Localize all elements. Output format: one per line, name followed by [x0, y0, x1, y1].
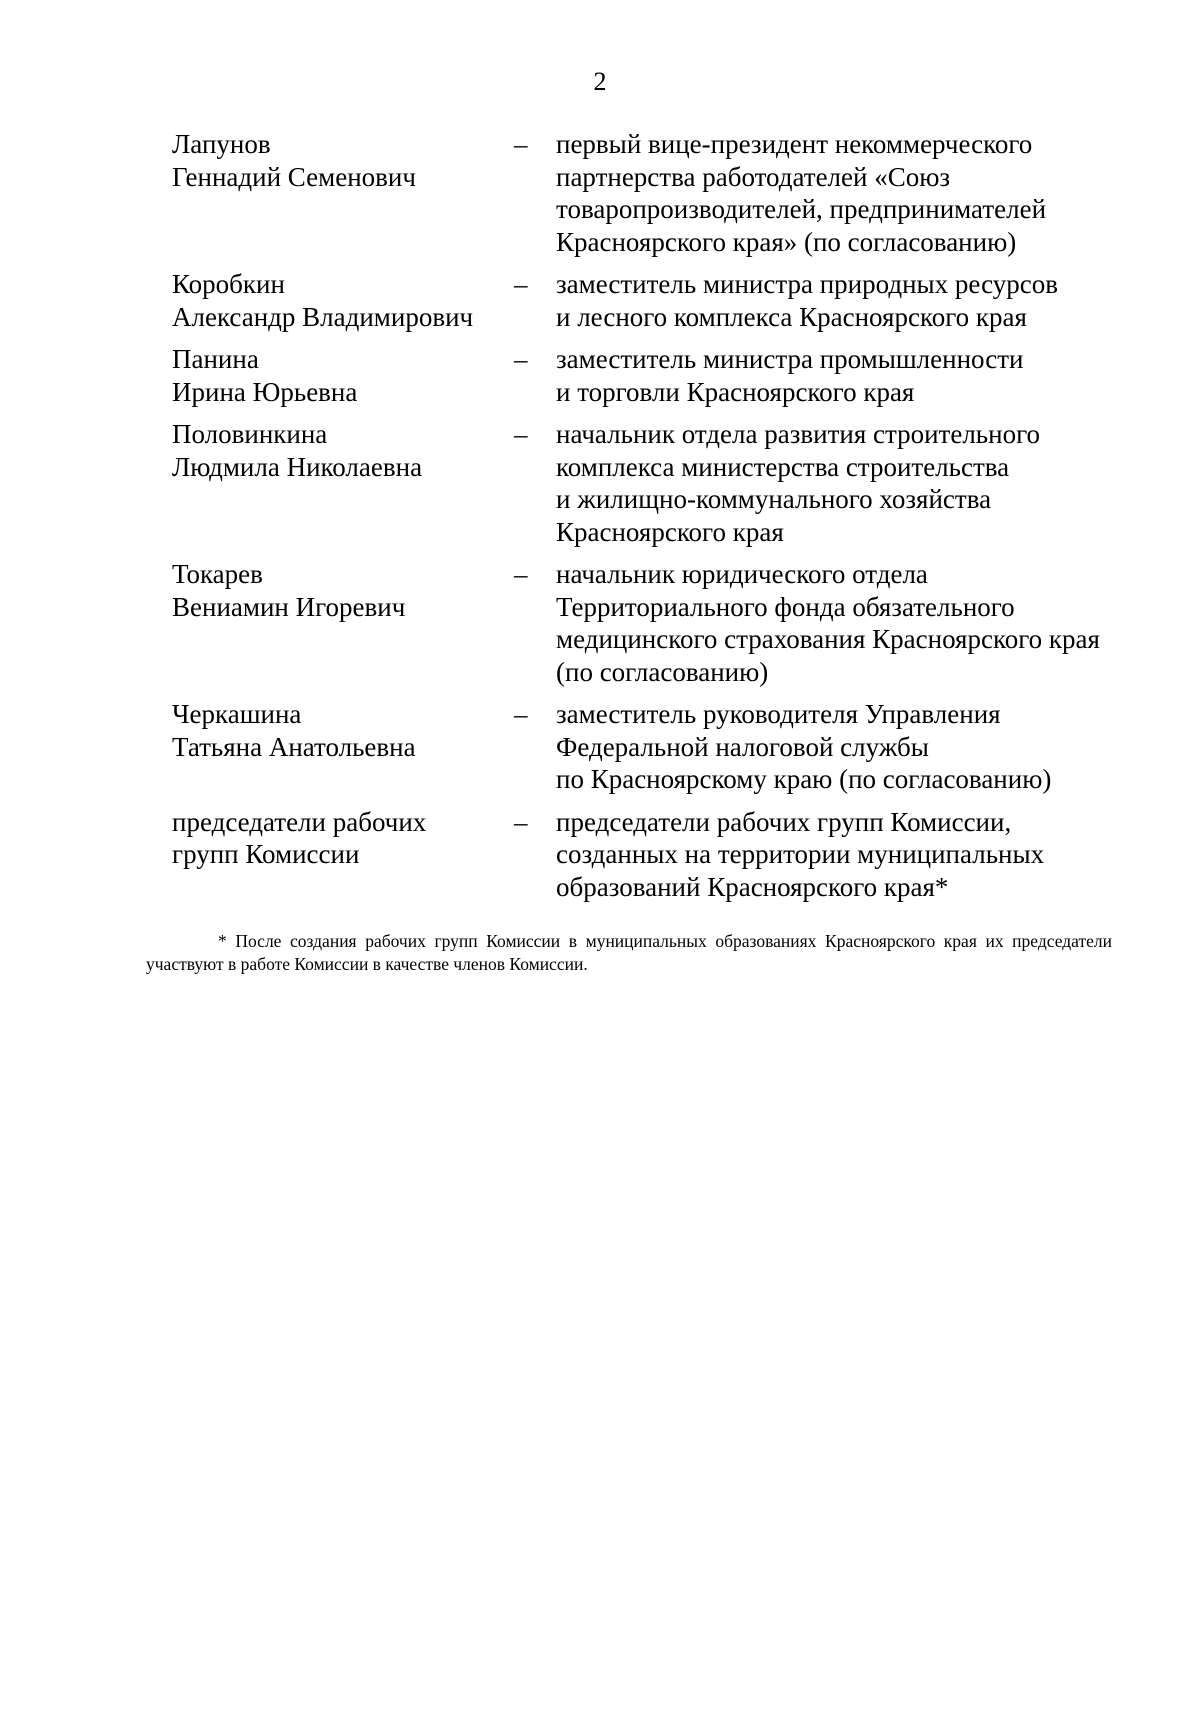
member-name-line: Вениамин Игоревич	[172, 591, 406, 622]
member-role	[552, 343, 1132, 408]
member-entry	[172, 698, 1132, 796]
member-role-line: Территориального фонда обязательного	[556, 591, 1015, 622]
member-name-line: Лапунов	[172, 129, 271, 159]
member-dash: –	[514, 269, 528, 299]
member-entry	[172, 128, 1132, 258]
member-role-line: начальник юридического отдела	[556, 559, 928, 589]
member-role-line: и жилищно-коммунального хозяйства	[556, 484, 992, 514]
member-name	[172, 268, 512, 333]
member-role-line: Красноярского края	[556, 516, 784, 547]
member-role-line: заместитель руководителя Управления	[556, 699, 1001, 729]
member-role-line: первый вице-президент некоммерческого	[556, 129, 1033, 159]
member-name	[172, 558, 512, 623]
member-role	[552, 418, 1132, 548]
member-role-line: и торговли Красноярского края	[556, 376, 915, 407]
member-name-line: Людмила Николаевна	[172, 451, 423, 482]
member-role-line: (по согласованию)	[556, 656, 769, 687]
member-role	[552, 128, 1132, 258]
member-dash: –	[514, 419, 528, 449]
member-entry	[172, 418, 1132, 548]
member-name-line: Половинкина	[172, 419, 328, 449]
member-name-line: Ирина Юрьевна	[172, 376, 358, 407]
member-name-line: Токарев	[172, 559, 263, 589]
member-role-line: комплекса министерства строительства	[556, 451, 1010, 482]
footnote: * После создания рабочих групп Комиссии в муниципальных образованиях Красноярского края их председатели участвуют в работе Комиссии в качестве членов Комиссии.	[146, 931, 1112, 974]
member-role-line: товаропроизводителей, предпринимателей	[556, 194, 1047, 224]
member-entry	[172, 268, 1132, 333]
member-role-line: образований Красноярского края*	[556, 871, 949, 902]
member-dash: –	[514, 344, 528, 374]
member-name-line: председатели рабочих	[172, 806, 427, 837]
member-name-line: Черкашина	[172, 699, 302, 729]
member-name-line: групп Комиссии	[172, 839, 360, 869]
member-role-line: и лесного комплекса Красноярского края	[556, 301, 1027, 332]
member-dash: –	[514, 129, 528, 159]
member-entry	[172, 558, 1132, 688]
member-name-line: Александр Владимирович	[172, 301, 474, 332]
member-name-line: Панина	[172, 344, 259, 374]
commission-members-list	[172, 128, 1132, 903]
page-number: 2	[593, 67, 607, 96]
member-role-line: Федеральной налоговой службы	[556, 731, 929, 762]
member-role-line: председатели рабочих групп Комиссии,	[556, 806, 1012, 837]
member-dash: –	[514, 559, 528, 589]
member-name	[172, 128, 512, 193]
member-name-line: Геннадий Семенович	[172, 161, 416, 192]
member-role-line: партнерства работодателей «Союз	[556, 161, 951, 192]
member-entry	[172, 343, 1132, 408]
member-dash: –	[514, 699, 528, 729]
member-role	[552, 698, 1132, 796]
member-role-line: Красноярского края» (по согласованию)	[556, 226, 1017, 257]
member-role	[552, 558, 1132, 688]
member-name	[172, 418, 512, 483]
member-name	[172, 806, 512, 871]
member-name-line: Коробкин	[172, 269, 285, 299]
member-name	[172, 698, 512, 763]
member-role	[552, 268, 1132, 333]
member-name	[172, 343, 512, 408]
member-role-line: заместитель министра природных ресурсов	[556, 269, 1058, 299]
member-role-line: заместитель министра промышленности	[556, 344, 1024, 374]
member-entry	[172, 806, 1132, 904]
member-role-line: медицинского страхования Красноярского края	[556, 624, 1100, 654]
member-dash: –	[514, 806, 528, 837]
member-role-line: начальник отдела развития строительного	[556, 419, 1040, 449]
member-role	[552, 806, 1132, 904]
member-name-line: Татьяна Анатольевна	[172, 731, 416, 762]
member-role-line: созданных на территории муниципальных	[556, 839, 1045, 869]
member-role-line: по Красноярскому краю (по согласованию)	[556, 764, 1052, 794]
